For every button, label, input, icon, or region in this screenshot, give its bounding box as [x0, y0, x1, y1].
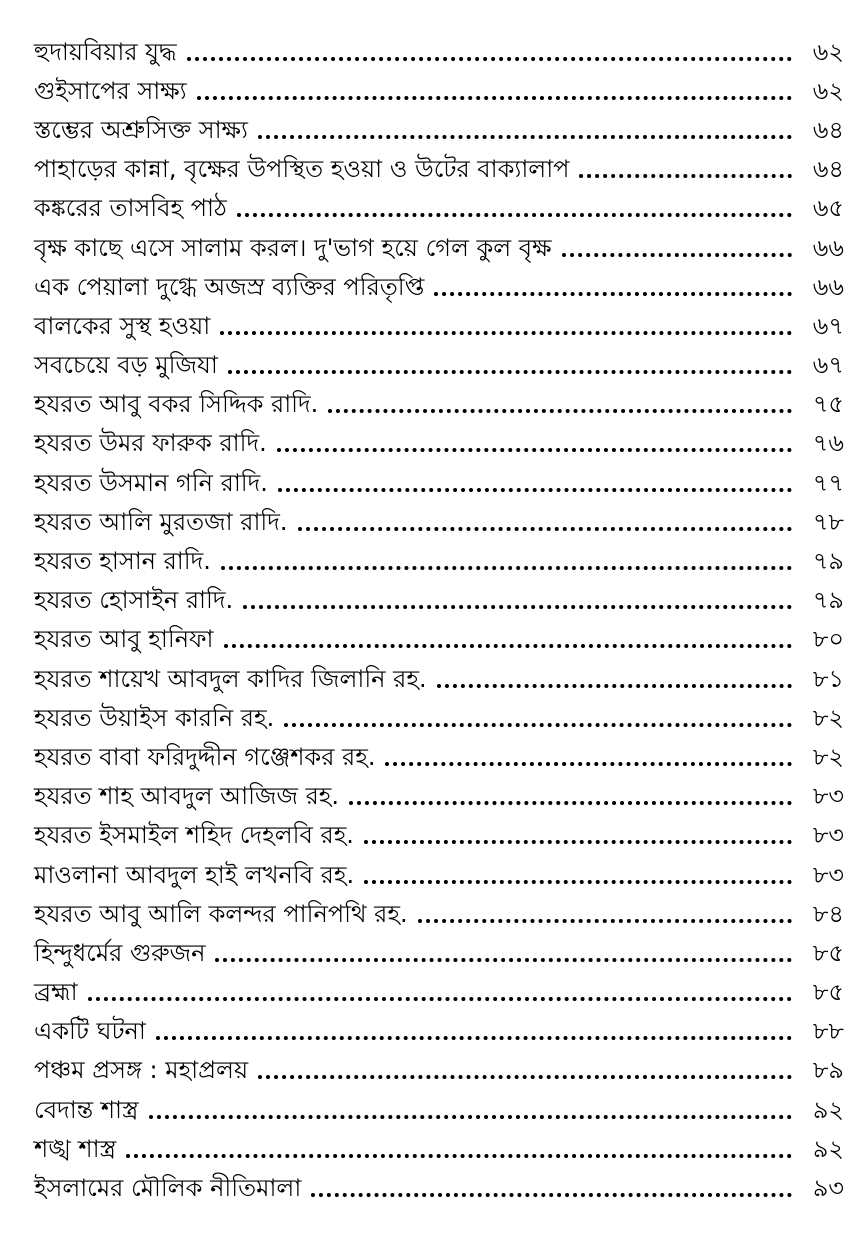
toc-entry — [34, 1168, 844, 1207]
toc-entry — [34, 894, 844, 933]
dot-leader — [228, 370, 792, 374]
dot-leader — [562, 253, 792, 257]
dot-leader — [364, 840, 792, 844]
toc-entry — [34, 737, 844, 776]
toc-entry — [34, 659, 844, 698]
toc-entry-page-number: ৬২ — [812, 37, 844, 66]
toc-entry-title: হযরত শায়েখ আবদুল কাদির জিলানি রহ. — [34, 664, 427, 693]
dot-leader — [221, 566, 792, 570]
toc-entry-page-number: ৮৫ — [812, 978, 844, 1007]
dot-leader — [579, 174, 792, 178]
dot-leader — [311, 1193, 792, 1197]
toc-entry-title: হযরত শাহ আবদুল আজিজ রহ. — [34, 782, 340, 811]
toc-entry — [34, 855, 844, 894]
toc-entry-page-number: ৬৬ — [812, 272, 844, 301]
toc-entry-page-number: ৮৫ — [812, 938, 844, 967]
toc-entry-title: শঙ্খ শাস্ত্র — [34, 1134, 117, 1163]
toc-entry — [34, 346, 844, 385]
toc-entry-page-number: ৬৭ — [812, 311, 844, 340]
dot-leader — [277, 448, 792, 452]
toc-entry-title: হযরত ইসমাইল শহিদ দেহলবি রহ. — [34, 821, 354, 850]
toc-entry-page-number: ৮৮ — [812, 1017, 844, 1046]
toc-entry-page-number: ৮২ — [812, 742, 844, 771]
dot-leader — [187, 57, 792, 61]
toc-entry-title: হযরত আলি মুরতজা রাদি. — [34, 507, 288, 536]
toc-entry-title: হযরত হাসান রাদি. — [34, 547, 211, 576]
toc-entry — [34, 71, 844, 110]
toc-entry-page-number: ৭৬ — [812, 429, 844, 458]
toc-entry-title: পঞ্চম প্রসঙ্গ : মহাপ্রলয় — [34, 1056, 249, 1085]
toc-entry-page-number: ৬২ — [812, 76, 844, 105]
toc-entry-page-number: ৭৮ — [812, 507, 844, 536]
toc-entry-title: হযরত বাবা ফরিদুদ্দীন গঞ্জেশকর রহ. — [34, 742, 376, 771]
dot-leader — [197, 96, 792, 100]
toc-entry — [34, 424, 844, 463]
dot-leader — [278, 488, 792, 492]
dot-leader — [258, 1075, 792, 1079]
toc-entry-title: বেদান্ত শাস্ত্র — [34, 1095, 139, 1124]
dot-leader — [149, 1115, 792, 1119]
toc-entry-title: হযরত হোসাইন রাদি. — [34, 586, 234, 615]
toc-entry-title: হযরত উমর ফারুক রাদি. — [34, 429, 267, 458]
toc-entry-page-number: ৬৫ — [812, 194, 844, 223]
toc-entry-page-number: ৮৯ — [812, 1056, 844, 1085]
dot-leader — [434, 292, 792, 296]
dot-leader — [364, 880, 792, 884]
toc-entry-page-number: ৮২ — [812, 703, 844, 732]
toc-entry-title: এক পেয়ালা দুগ্ধে অজস্র ব্যক্তির পরিতৃপ্তি — [34, 272, 425, 301]
toc-entry-title: পাহাড়ের কান্না, বৃক্ষের উপস্থিত হওয়া ও উটের বাক্যালাপ — [34, 155, 570, 184]
toc-entry-page-number: ৯৩ — [812, 1174, 844, 1203]
toc-entry — [34, 541, 844, 580]
toc-entry-page-number: ৮৩ — [812, 782, 844, 811]
toc-entry-page-number: ৬৭ — [812, 351, 844, 380]
dot-leader — [258, 135, 792, 139]
toc-entry-title: সবচেয়ে বড় মুজিযা — [34, 351, 218, 380]
toc-entry-page-number: ৬৪ — [812, 115, 844, 144]
toc-entry — [34, 150, 844, 189]
toc-entry-title: ইসলামের মৌলিক নীতিমালা — [34, 1174, 302, 1203]
toc-entry — [34, 306, 844, 345]
toc-entry-page-number: ৭৯ — [812, 586, 844, 615]
toc-entry-page-number: ৯২ — [812, 1134, 844, 1163]
dot-leader — [284, 723, 792, 727]
toc-entry-page-number: ৭৯ — [812, 547, 844, 576]
dot-leader — [243, 605, 792, 609]
dot-leader — [215, 958, 792, 962]
toc-entry — [34, 1090, 844, 1129]
toc-entry-title: একটি ঘটনা — [34, 1017, 146, 1046]
dot-leader — [437, 684, 792, 688]
toc-entry — [34, 228, 844, 267]
toc-entry-title: হযরত আবু বকর সিদ্দিক রাদি. — [34, 390, 319, 419]
toc-entry-title: হুদায়বিয়ার যুদ্ধ — [34, 37, 177, 66]
toc-entry-page-number: ৮৪ — [812, 899, 844, 928]
toc-entry-title: হযরত উসমান গনি রাদি. — [34, 468, 268, 497]
toc-entry-title: হিন্দুধর্মের গুরুজন — [34, 938, 206, 967]
dot-leader — [418, 919, 792, 923]
toc-entry-title: বৃক্ষ কাছে এসে সালাম করল। দু'ভাগ হয়ে গেল কুল বৃক্ষ — [34, 233, 552, 262]
toc-entry — [34, 581, 844, 620]
toc-entry-title: গুইসাপের সাক্ষ্য — [34, 76, 187, 105]
dot-leader — [88, 997, 792, 1001]
toc-entry-title: স্তম্ভের অশ্রুসিক্ত সাক্ষ্য — [34, 115, 248, 144]
dot-leader — [126, 1154, 792, 1158]
dot-leader — [298, 527, 792, 531]
dot-leader — [156, 1036, 792, 1040]
toc-entry — [34, 267, 844, 306]
toc-entry — [34, 110, 844, 149]
toc-entry — [34, 1012, 844, 1051]
toc-entry-page-number: ৮০ — [812, 625, 844, 654]
toc-entry — [34, 1129, 844, 1168]
toc-entry-page-number: ৮১ — [812, 664, 844, 693]
dot-leader — [328, 409, 792, 413]
toc-entry — [34, 620, 844, 659]
toc-entry-page-number: ৮৩ — [812, 860, 844, 889]
toc-entry-page-number: ৯২ — [812, 1095, 844, 1124]
toc-entry — [34, 816, 844, 855]
toc-entry-page-number: ৬৪ — [812, 155, 844, 184]
toc-entry — [34, 502, 844, 541]
dot-leader — [220, 331, 792, 335]
toc-entry-title: মাওলানা আবদুল হাই লখনবি রহ. — [34, 860, 355, 889]
toc-entry-title: হযরত আবু আলি কলন্দর পানিপথি রহ. — [34, 899, 408, 928]
toc-entry — [34, 698, 844, 737]
toc-entry-page-number: ৭৫ — [812, 390, 844, 419]
toc-entry-title: হযরত আবু হানিফা — [34, 625, 214, 654]
toc-entry-page-number: ৬৬ — [812, 233, 844, 262]
dot-leader — [224, 644, 792, 648]
toc-entry — [34, 973, 844, 1012]
toc-entry-title: ব্রহ্মা — [34, 978, 78, 1007]
table-of-contents — [34, 32, 844, 1208]
dot-leader — [349, 801, 792, 805]
toc-entry — [34, 777, 844, 816]
toc-entry — [34, 32, 844, 71]
dot-leader — [237, 213, 792, 217]
toc-entry-title: বালকের সুস্থ হওয়া — [34, 311, 211, 340]
toc-entry — [34, 1051, 844, 1090]
toc-entry — [34, 933, 844, 972]
toc-entry-page-number: ৮৩ — [812, 821, 844, 850]
toc-entry-title: হযরত উয়াইস কারনি রহ. — [34, 703, 275, 732]
toc-entry — [34, 189, 844, 228]
dot-leader — [385, 762, 792, 766]
toc-entry — [34, 463, 844, 502]
toc-entry-page-number: ৭৭ — [812, 468, 844, 497]
toc-entry — [34, 385, 844, 424]
toc-entry-title: কঙ্করের তাসবিহ পাঠ — [34, 194, 227, 223]
